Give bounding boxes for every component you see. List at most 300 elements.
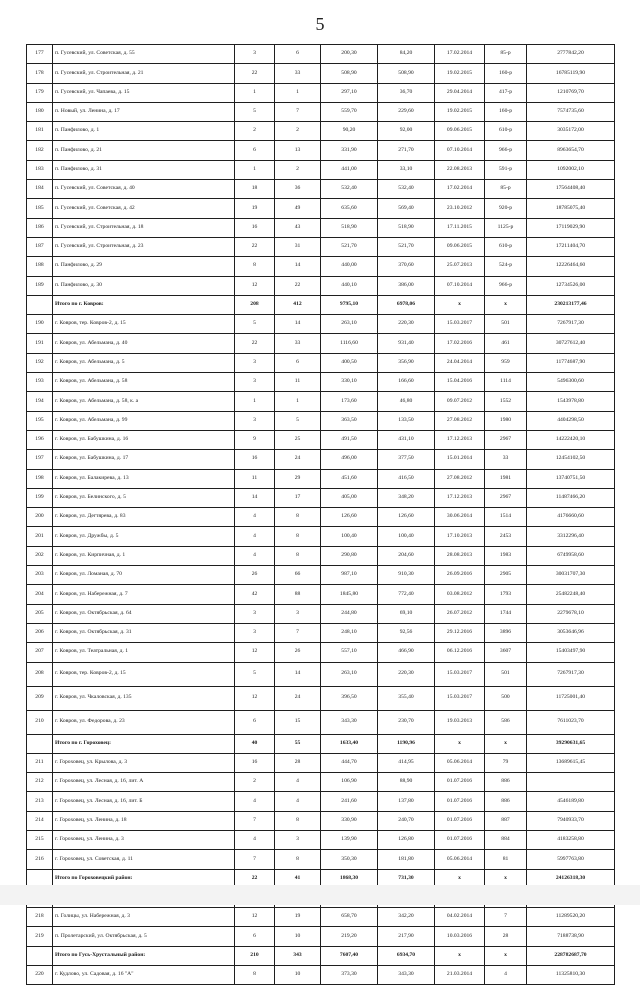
date-cell: 15.04.2016 bbox=[435, 373, 485, 392]
address-cell: г. Кудлово, ул. Садовая, д. 16 "А" bbox=[53, 966, 235, 985]
document-number-cell: 1793 bbox=[485, 585, 527, 604]
table-row bbox=[27, 83, 615, 102]
table-row bbox=[27, 623, 615, 642]
scan-edge bbox=[0, 885, 640, 905]
address-cell: г. Ковров, ул. Абельмана, д. 58, к. а bbox=[53, 392, 235, 411]
area-total-cell: 987,10 bbox=[321, 566, 378, 585]
address-cell: г. Ковров, ул. Набережная, д. 7 bbox=[53, 585, 235, 604]
table-row bbox=[27, 792, 615, 811]
date-cell: 23.10.2012 bbox=[435, 199, 485, 218]
row-number-cell: 197 bbox=[27, 450, 53, 469]
row-number-cell: 189 bbox=[27, 276, 53, 295]
cost-cell: 15403497,90 bbox=[527, 643, 615, 662]
row-number-cell: 213 bbox=[27, 792, 53, 811]
document-number-cell: 966-р bbox=[485, 141, 527, 160]
area-total-cell: 363,50 bbox=[321, 411, 378, 430]
area-living-cell: 508,90 bbox=[378, 64, 435, 83]
table-row bbox=[27, 753, 615, 772]
cost-cell: 11725001,40 bbox=[527, 686, 615, 710]
document-number-cell: 2905 bbox=[485, 566, 527, 585]
document-number-cell: 1114 bbox=[485, 373, 527, 392]
area-living-cell: 220,30 bbox=[378, 662, 435, 686]
row-number-cell: 196 bbox=[27, 430, 53, 449]
row-number-cell: 181 bbox=[27, 122, 53, 141]
cost-cell: 4183258,80 bbox=[527, 830, 615, 849]
area-living-cell: 518,90 bbox=[378, 218, 435, 237]
apartments-cell: 2 bbox=[275, 122, 321, 141]
date-cell: 05.06.2014 bbox=[435, 850, 485, 869]
row-number-cell: 191 bbox=[27, 334, 53, 353]
area-living-cell: 6934,70 bbox=[378, 946, 435, 965]
document-number-cell: 586 bbox=[485, 710, 527, 734]
area-total-cell: 9795,10 bbox=[321, 295, 378, 314]
address-cell: г. Ковров, ул. Чкаловская, д. 135 bbox=[53, 686, 235, 710]
apartments-cell: 1 bbox=[275, 392, 321, 411]
date-cell: 17.10.2013 bbox=[435, 527, 485, 546]
area-total-cell: 518,90 bbox=[321, 218, 378, 237]
cost-cell: 4546189,80 bbox=[527, 792, 615, 811]
area-total-cell: 200,30 bbox=[321, 45, 378, 64]
apartments-cell: 10 bbox=[275, 966, 321, 985]
date-cell: 09.07.2012 bbox=[435, 392, 485, 411]
address-cell: г. Ковров, ул. Абельмана, д. 5 bbox=[53, 353, 235, 372]
row-number-cell: 208 bbox=[27, 662, 53, 686]
floors-cell: 4 bbox=[235, 792, 275, 811]
row-number-cell: 187 bbox=[27, 237, 53, 256]
date-cell: 09.06.2015 bbox=[435, 237, 485, 256]
address-cell: п. Пролетарский, ул. Октябрьская, д. 5 bbox=[53, 927, 235, 946]
document-number-cell: 920-р bbox=[485, 199, 527, 218]
cost-cell: 7267917,30 bbox=[527, 315, 615, 334]
table-row bbox=[27, 45, 615, 64]
area-living-cell: 356,90 bbox=[378, 353, 435, 372]
document-number-cell: 1983 bbox=[485, 546, 527, 565]
document-number-cell: 3607 bbox=[485, 643, 527, 662]
cost-cell: 5997763,80 bbox=[527, 850, 615, 869]
cost-cell: 17211404,70 bbox=[527, 237, 615, 256]
address-cell: г. Ковров, тер. Ковров-2, д. 15 bbox=[53, 662, 235, 686]
cost-cell: 3035172,00 bbox=[527, 122, 615, 141]
cost-cell: 24126318,30 bbox=[527, 869, 615, 888]
date-cell: 30.06.2014 bbox=[435, 508, 485, 527]
area-living-cell: 6978,06 bbox=[378, 295, 435, 314]
date-cell: 28.08.2013 bbox=[435, 546, 485, 565]
floors-cell: 42 bbox=[235, 585, 275, 604]
floors-cell: 4 bbox=[235, 527, 275, 546]
total-row bbox=[27, 946, 615, 965]
row-number-cell: 184 bbox=[27, 180, 53, 199]
address-cell: Итого по г. Ковров: bbox=[53, 295, 235, 314]
floors-cell: 6 bbox=[235, 141, 275, 160]
row-number-cell: 206 bbox=[27, 623, 53, 642]
date-cell: 24.04.2014 bbox=[435, 353, 485, 372]
cost-cell: 11487466,20 bbox=[527, 488, 615, 507]
row-number-cell: 214 bbox=[27, 811, 53, 830]
table-row bbox=[27, 102, 615, 121]
apartments-cell: 29 bbox=[275, 469, 321, 488]
floors-cell: 1 bbox=[235, 392, 275, 411]
date-cell: х bbox=[435, 946, 485, 965]
date-cell: 17.12.2013 bbox=[435, 430, 485, 449]
document-number-cell: 7 bbox=[485, 908, 527, 927]
row-number-cell: 216 bbox=[27, 850, 53, 869]
table-row bbox=[27, 122, 615, 141]
address-cell: п. Гусевский, ул. Советская, д. 55 bbox=[53, 45, 235, 64]
area-total-cell: 557,10 bbox=[321, 643, 378, 662]
date-cell: 25.07.2013 bbox=[435, 257, 485, 276]
table-row bbox=[27, 604, 615, 623]
address-cell: г. Гороховец, ул. Ленина, д. 18 bbox=[53, 811, 235, 830]
date-cell: х bbox=[435, 869, 485, 888]
cost-cell: 1210769,70 bbox=[527, 83, 615, 102]
date-cell: 05.06.2014 bbox=[435, 753, 485, 772]
table-row bbox=[27, 257, 615, 276]
area-total-cell: 330,90 bbox=[321, 811, 378, 830]
document-number-cell: 28 bbox=[485, 927, 527, 946]
date-cell: 15.03.2017 bbox=[435, 662, 485, 686]
area-living-cell: 137,80 bbox=[378, 792, 435, 811]
cost-cell: 3053646,96 bbox=[527, 623, 615, 642]
apartments-cell: 41 bbox=[275, 869, 321, 888]
document-number-cell: 966-р bbox=[485, 276, 527, 295]
document-number-cell: 2453 bbox=[485, 527, 527, 546]
table-row bbox=[27, 315, 615, 334]
cost-cell bbox=[527, 773, 615, 792]
row-number-cell: 198 bbox=[27, 469, 53, 488]
apartments-cell: 4 bbox=[275, 792, 321, 811]
area-total-cell: 290,80 bbox=[321, 546, 378, 565]
address-cell: г. Ковров, ул. Ломаная, д. 70 bbox=[53, 566, 235, 585]
floors-cell: 16 bbox=[235, 753, 275, 772]
table-row bbox=[27, 411, 615, 430]
address-cell: п. Панфилово, д. 29 bbox=[53, 257, 235, 276]
document-number-cell: х bbox=[485, 295, 527, 314]
floors-cell: 12 bbox=[235, 908, 275, 927]
document-number-cell: 959 bbox=[485, 353, 527, 372]
apartments-cell: 88 bbox=[275, 585, 321, 604]
cost-cell: 25482248,40 bbox=[527, 585, 615, 604]
document-number-cell: 85-р bbox=[485, 45, 527, 64]
date-cell: 21.03.2014 bbox=[435, 966, 485, 985]
apartments-cell: 8 bbox=[275, 811, 321, 830]
floors-cell: 4 bbox=[235, 830, 275, 849]
table-row bbox=[27, 566, 615, 585]
apartments-cell: 31 bbox=[275, 237, 321, 256]
address-cell: г. Ковров, ул. Белинского, д. 5 bbox=[53, 488, 235, 507]
address-cell: г. Ковров, ул. Дружбы, д. 5 bbox=[53, 527, 235, 546]
area-living-cell: 386,00 bbox=[378, 276, 435, 295]
cost-cell: 11774687,90 bbox=[527, 353, 615, 372]
area-total-cell: 635,60 bbox=[321, 199, 378, 218]
floors-cell: 1 bbox=[235, 160, 275, 179]
document-number-cell: 33 bbox=[485, 450, 527, 469]
area-living-cell: 431,10 bbox=[378, 430, 435, 449]
area-living-cell: 33,10 bbox=[378, 160, 435, 179]
apartments-cell: 10 bbox=[275, 927, 321, 946]
table-row bbox=[27, 488, 615, 507]
floors-cell: 3 bbox=[235, 604, 275, 623]
area-total-cell: 444,70 bbox=[321, 753, 378, 772]
area-living-cell: 910,30 bbox=[378, 566, 435, 585]
area-total-cell: 451,60 bbox=[321, 469, 378, 488]
area-living-cell: 466,90 bbox=[378, 643, 435, 662]
row-number-cell: 205 bbox=[27, 604, 53, 623]
address-cell: п. Гусевский, ул. Строительная, д. 21 bbox=[53, 64, 235, 83]
apartments-cell: 25 bbox=[275, 430, 321, 449]
cost-cell: 14222420,10 bbox=[527, 430, 615, 449]
table-row bbox=[27, 334, 615, 353]
area-total-cell: 396,50 bbox=[321, 686, 378, 710]
floors-cell: 26 bbox=[235, 566, 275, 585]
table-row bbox=[27, 430, 615, 449]
area-total-cell: 1845,80 bbox=[321, 585, 378, 604]
apartments-cell: 3 bbox=[275, 830, 321, 849]
row-number-cell: 186 bbox=[27, 218, 53, 237]
floors-cell: 3 bbox=[235, 373, 275, 392]
apartments-cell: 24 bbox=[275, 450, 321, 469]
date-cell: 17.02.2014 bbox=[435, 45, 485, 64]
cost-cell: 7267917,30 bbox=[527, 662, 615, 686]
address-cell: г. Ковров, тер. Ковров-2, д. 15 bbox=[53, 315, 235, 334]
row-number-cell: 192 bbox=[27, 353, 53, 372]
date-cell: 22.08.2013 bbox=[435, 160, 485, 179]
area-total-cell: 440,10 bbox=[321, 276, 378, 295]
address-cell: г. Ковров, ул. Театральная, д. 1 bbox=[53, 643, 235, 662]
address-cell: г. Ковров, ул. Федорова, д. 23 bbox=[53, 710, 235, 734]
row-number-cell: 188 bbox=[27, 257, 53, 276]
document-number-cell: 1552 bbox=[485, 392, 527, 411]
address-cell: п. Голицы, ул. Набережная, д. 3 bbox=[53, 908, 235, 927]
date-cell: 26.09.2016 bbox=[435, 566, 485, 585]
housing-table bbox=[26, 44, 615, 985]
cost-cell: 1543978,80 bbox=[527, 392, 615, 411]
cost-cell: 12734526,00 bbox=[527, 276, 615, 295]
date-cell: 17.02.2014 bbox=[435, 180, 485, 199]
date-cell: 19.02.2015 bbox=[435, 102, 485, 121]
area-living-cell: 217,90 bbox=[378, 927, 435, 946]
cost-cell: 11325810,30 bbox=[527, 966, 615, 985]
table-row bbox=[27, 237, 615, 256]
area-living-cell: 230,70 bbox=[378, 710, 435, 734]
area-total-cell: 491,50 bbox=[321, 430, 378, 449]
table-row bbox=[27, 276, 615, 295]
table-row bbox=[27, 908, 615, 927]
apartments-cell: 26 bbox=[275, 643, 321, 662]
area-total-cell: 532,40 bbox=[321, 180, 378, 199]
area-total-cell: 508,90 bbox=[321, 64, 378, 83]
row-number-cell: 202 bbox=[27, 546, 53, 565]
apartments-cell: 13 bbox=[275, 141, 321, 160]
row-number-cell bbox=[27, 946, 53, 965]
row-number-cell: 211 bbox=[27, 753, 53, 772]
date-cell: 29.04.2014 bbox=[435, 83, 485, 102]
table-row bbox=[27, 686, 615, 710]
area-total-cell: 173,60 bbox=[321, 392, 378, 411]
area-total-cell: 350,30 bbox=[321, 850, 378, 869]
area-living-cell: 271,70 bbox=[378, 141, 435, 160]
floors-cell: 12 bbox=[235, 643, 275, 662]
area-living-cell: 92,00 bbox=[378, 122, 435, 141]
row-number-cell: 212 bbox=[27, 773, 53, 792]
cost-cell: 230213177,46 bbox=[527, 295, 615, 314]
area-total-cell: 297,10 bbox=[321, 83, 378, 102]
address-cell: п. Гусевский, ул. Строительная, д. 18 bbox=[53, 218, 235, 237]
floors-cell: 16 bbox=[235, 450, 275, 469]
date-cell: 07.10.2014 bbox=[435, 141, 485, 160]
address-cell: п. Панфилово, д. 31 bbox=[53, 160, 235, 179]
address-cell: п. Гусевский, ул. Советская, д. 42 bbox=[53, 199, 235, 218]
document-number-cell: 610-р bbox=[485, 237, 527, 256]
document-number-cell: 501 bbox=[485, 662, 527, 686]
floors-cell: 8 bbox=[235, 257, 275, 276]
area-living-cell: 126,60 bbox=[378, 508, 435, 527]
document-number-cell: 81 bbox=[485, 850, 527, 869]
date-cell: 19.02.2015 bbox=[435, 64, 485, 83]
address-cell: п. Гусевский, ул. Советская, д. 40 bbox=[53, 180, 235, 199]
address-cell: п. Новый, ул. Ленина, д. 17 bbox=[53, 102, 235, 121]
area-living-cell: 100,40 bbox=[378, 527, 435, 546]
area-total-cell: 248,10 bbox=[321, 623, 378, 642]
table-row bbox=[27, 64, 615, 83]
cost-cell: 7611023,70 bbox=[527, 710, 615, 734]
address-cell: г. Ковров, ул. Октябрьская, д. 64 bbox=[53, 604, 235, 623]
address-cell: г. Ковров, ул. Абельмана, д. 99 bbox=[53, 411, 235, 430]
row-number-cell: 201 bbox=[27, 527, 53, 546]
floors-cell: 18 bbox=[235, 180, 275, 199]
area-living-cell: 416,50 bbox=[378, 469, 435, 488]
area-living-cell: 569,40 bbox=[378, 199, 435, 218]
area-total-cell: 90,20 bbox=[321, 122, 378, 141]
table-row bbox=[27, 966, 615, 985]
apartments-cell: 6 bbox=[275, 353, 321, 372]
apartments-cell: 14 bbox=[275, 662, 321, 686]
area-total-cell: 126,60 bbox=[321, 508, 378, 527]
floors-cell: 3 bbox=[235, 623, 275, 642]
document-number-cell: х bbox=[485, 946, 527, 965]
floors-cell: 2 bbox=[235, 773, 275, 792]
cost-cell: 12226464,60 bbox=[527, 257, 615, 276]
address-cell: п. Панфилово, д. 30 bbox=[53, 276, 235, 295]
date-cell: 15.03.2017 bbox=[435, 315, 485, 334]
apartments-cell: 6 bbox=[275, 45, 321, 64]
document-number-cell: 500 bbox=[485, 686, 527, 710]
date-cell: 10.03.2016 bbox=[435, 927, 485, 946]
area-total-cell: 219,20 bbox=[321, 927, 378, 946]
floors-cell: 19 bbox=[235, 199, 275, 218]
floors-cell: 7 bbox=[235, 811, 275, 830]
apartments-cell: 3 bbox=[275, 604, 321, 623]
area-total-cell: 106,90 bbox=[321, 773, 378, 792]
row-number-cell: 210 bbox=[27, 710, 53, 734]
document-number-cell: 1980 bbox=[485, 411, 527, 430]
address-cell: г. Гороховец, ул. Крылова, д. 3 bbox=[53, 753, 235, 772]
table-row bbox=[27, 662, 615, 686]
area-living-cell: 133,50 bbox=[378, 411, 435, 430]
floors-cell: 11 bbox=[235, 469, 275, 488]
apartments-cell: 17 bbox=[275, 488, 321, 507]
apartments-cell: 14 bbox=[275, 257, 321, 276]
date-cell: 01.07.2016 bbox=[435, 792, 485, 811]
table-row bbox=[27, 527, 615, 546]
floors-cell: 40 bbox=[235, 734, 275, 753]
document-number-cell: 461 bbox=[485, 334, 527, 353]
area-total-cell: 343,30 bbox=[321, 710, 378, 734]
row-number-cell: 194 bbox=[27, 392, 53, 411]
area-living-cell: 521,70 bbox=[378, 237, 435, 256]
cost-cell: 7574735,60 bbox=[527, 102, 615, 121]
apartments-cell: 8 bbox=[275, 527, 321, 546]
floors-cell: 16 bbox=[235, 218, 275, 237]
address-cell: п. Панфилово, д. 1 bbox=[53, 122, 235, 141]
row-number-cell bbox=[27, 295, 53, 314]
cost-cell: 13689615,45 bbox=[527, 753, 615, 772]
date-cell: 07.10.2014 bbox=[435, 276, 485, 295]
address-cell: г. Ковров, ул. Абельмана, д. 58 bbox=[53, 373, 235, 392]
area-living-cell: 46,80 bbox=[378, 392, 435, 411]
area-total-cell: 263,10 bbox=[321, 662, 378, 686]
apartments-cell: 33 bbox=[275, 64, 321, 83]
table-row bbox=[27, 850, 615, 869]
floors-cell: 4 bbox=[235, 508, 275, 527]
document-number-cell: х bbox=[485, 869, 527, 888]
document-number-cell: 887 bbox=[485, 811, 527, 830]
date-cell: 01.07.2016 bbox=[435, 830, 485, 849]
address-cell: г. Ковров, ул. Кирпичная, д. 1 bbox=[53, 546, 235, 565]
floors-cell: 3 bbox=[235, 45, 275, 64]
document-number-cell: х bbox=[485, 734, 527, 753]
date-cell: 15.01.2014 bbox=[435, 450, 485, 469]
row-number-cell: 185 bbox=[27, 199, 53, 218]
cost-cell: 13740751,50 bbox=[527, 469, 615, 488]
area-living-cell: 370,60 bbox=[378, 257, 435, 276]
apartments-cell: 7 bbox=[275, 623, 321, 642]
area-living-cell: 69,10 bbox=[378, 604, 435, 623]
row-number-cell: 179 bbox=[27, 83, 53, 102]
apartments-cell: 4 bbox=[275, 773, 321, 792]
table-row bbox=[27, 199, 615, 218]
date-cell: 15.03.2017 bbox=[435, 686, 485, 710]
apartments-cell: 11 bbox=[275, 373, 321, 392]
floors-cell: 5 bbox=[235, 102, 275, 121]
area-total-cell: 1116,60 bbox=[321, 334, 378, 353]
floors-cell: 12 bbox=[235, 276, 275, 295]
address-cell: г. Ковров, ул. Абельмана, д. 40 bbox=[53, 334, 235, 353]
address-cell: г. Гороховец, ул. Советская, д. 11 bbox=[53, 850, 235, 869]
total-row bbox=[27, 295, 615, 314]
area-total-cell: 373,30 bbox=[321, 966, 378, 985]
cost-cell: 3312296,40 bbox=[527, 527, 615, 546]
area-total-cell: 441,00 bbox=[321, 160, 378, 179]
area-living-cell: 348,20 bbox=[378, 488, 435, 507]
address-cell: г. Гороховец, ул. Лесная, д. 16, лит. А bbox=[53, 773, 235, 792]
table-row bbox=[27, 811, 615, 830]
document-number-cell: 2967 bbox=[485, 430, 527, 449]
document-number-cell: 4 bbox=[485, 966, 527, 985]
area-total-cell: 331,90 bbox=[321, 141, 378, 160]
apartments-cell: 66 bbox=[275, 566, 321, 585]
floors-cell: 2 bbox=[235, 122, 275, 141]
cost-cell: 11289520,20 bbox=[527, 908, 615, 927]
document-number-cell: 591-р bbox=[485, 160, 527, 179]
date-cell: 01.07.2016 bbox=[435, 773, 485, 792]
cost-cell: 16785119,90 bbox=[527, 64, 615, 83]
area-total-cell: 330,10 bbox=[321, 373, 378, 392]
apartments-cell: 5 bbox=[275, 411, 321, 430]
row-number-cell: 177 bbox=[27, 45, 53, 64]
table-row bbox=[27, 643, 615, 662]
area-living-cell: 36,70 bbox=[378, 83, 435, 102]
page-number: 5 bbox=[315, 14, 325, 34]
